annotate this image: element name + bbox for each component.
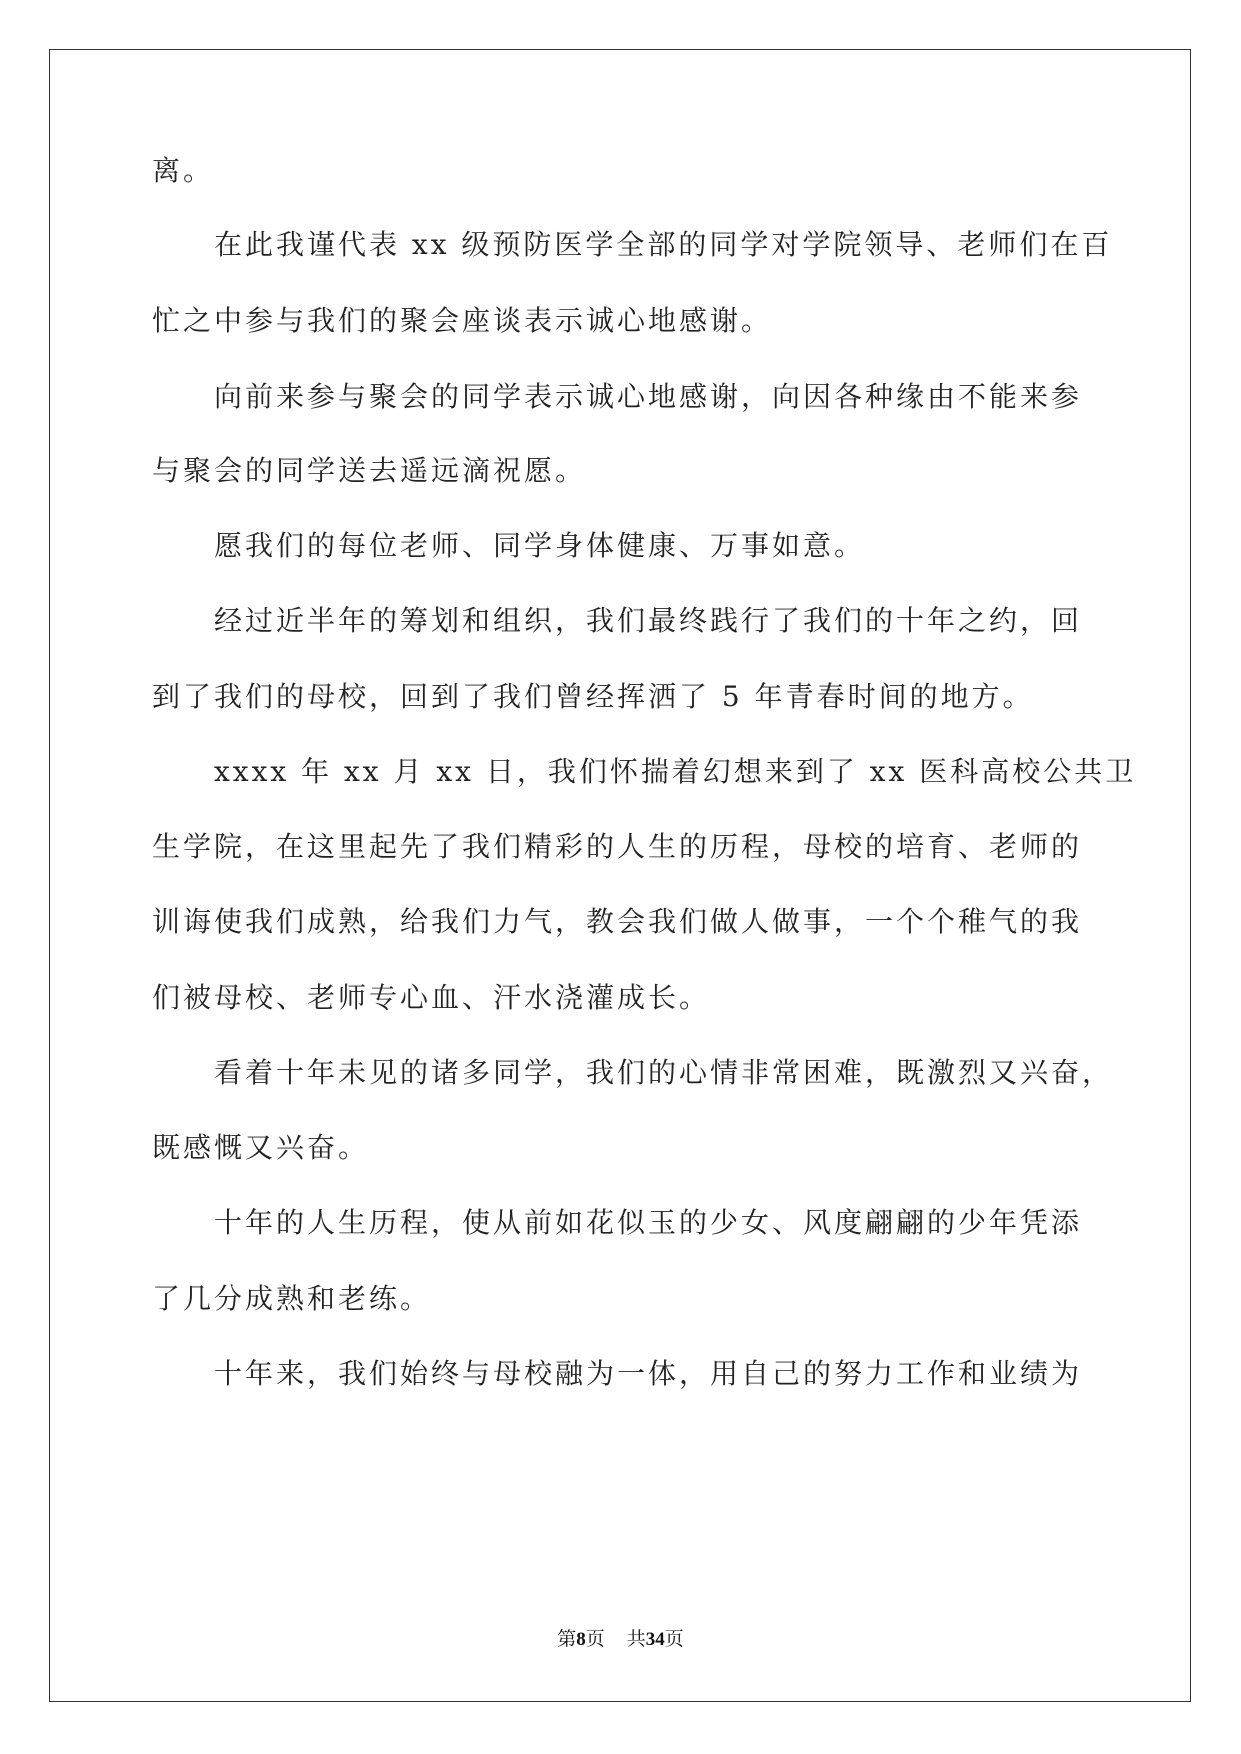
paragraph-line: 经过近半年的筹划和组织，我们最终践行了我们的十年之约，回 [214, 604, 1083, 637]
text-line: 了几分成熟和老练。 [152, 1282, 432, 1315]
paragraph-line: 十年来，我们始终与母校融为一体，用自己的努力工作和业绩为 [214, 1357, 1083, 1390]
page-border [49, 49, 1191, 1702]
text-line: 到了我们的母校，回到了我们曾经挥洒了 5 年青春时间的地方。 [152, 680, 1034, 713]
paragraph-line: xxxx 年 xx 月 xx 日，我们怀揣着幻想来到了 xx 医科高校公共卫 [214, 755, 1137, 788]
text-line: 生学院，在这里起先了我们精彩的人生的历程，母校的培育、老师的 [152, 830, 1083, 863]
text-line: 离。 [152, 154, 215, 187]
page-prefix: 第 [557, 1628, 577, 1650]
paragraph-line: 十年的人生历程，使从前如花似玉的少女、风度翩翩的少年凭添 [214, 1206, 1083, 1239]
page-footer [0, 1628, 1241, 1651]
paragraph-line: 看着十年未见的诸多同学，我们的心情非常困难，既激烈又兴奋， [214, 1056, 1114, 1089]
total-pages: 34 [645, 1629, 665, 1650]
text-line: 训诲使我们成熟，给我们力气，教会我们做人做事，一个个稚气的我 [152, 905, 1083, 938]
paragraph-line: 愿我们的每位老师、同学身体健康、万事如意。 [214, 529, 866, 562]
page-number: 8 [576, 1629, 586, 1650]
paragraph-line: 向前来参与聚会的同学表示诚心地感谢，向因各种缘由不能来参 [214, 380, 1083, 413]
text-line: 忙之中参与我们的聚会座谈表示诚心地感谢。 [152, 304, 773, 337]
paragraph-line: 在此我谨代表 xx 级预防医学全部的同学对学院领导、老师们在百 [214, 228, 1113, 261]
page-suffix: 页 [585, 1628, 605, 1650]
text-line: 们被母校、老师专心血、汗水浇灌成长。 [152, 981, 711, 1014]
text-line: 既感慨又兴奋。 [152, 1131, 370, 1164]
total-suffix: 页 [664, 1628, 684, 1650]
text-line: 与聚会的同学送去遥远滴祝愿。 [152, 454, 587, 487]
total-prefix: 共 [626, 1628, 646, 1650]
